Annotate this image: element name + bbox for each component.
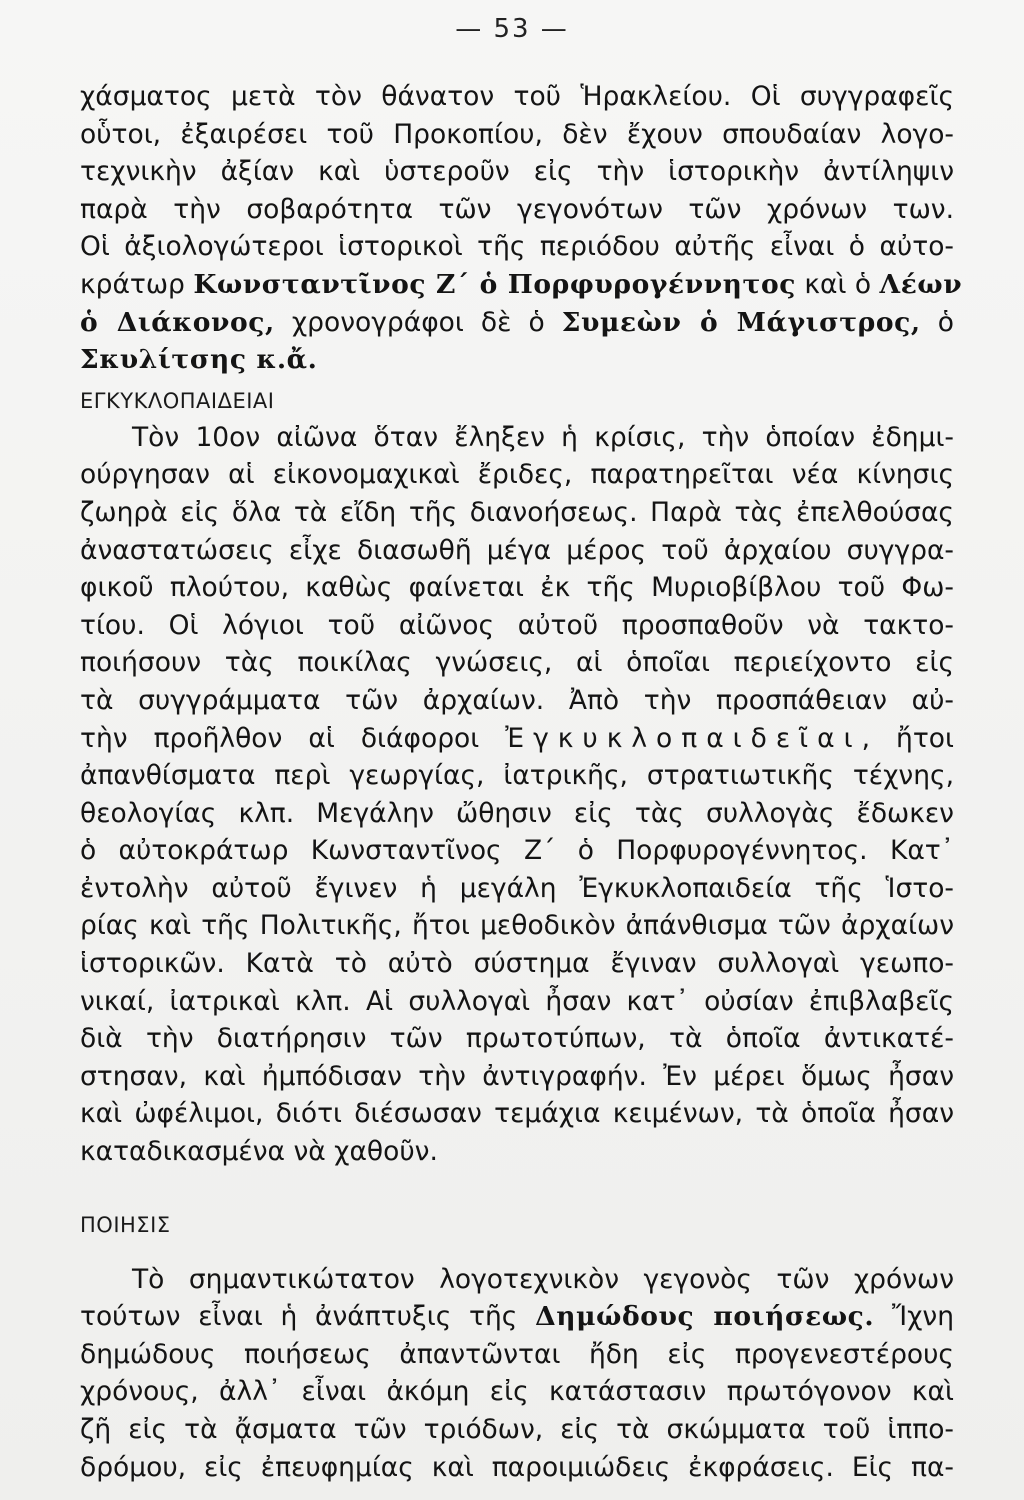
text-line: ἐντολὴν αὐτοῦ ἔγινεν ἡ μεγάλη Ἐγκυκλοπαιδεία τῆς Ἱστο- (80, 872, 954, 904)
text-line: ἀπανθίσματα περὶ γεωργίας, ἰατρικῆς, στρατιωτικῆς τέχνης, (80, 760, 954, 792)
text-line: δρόμου, εἰς ἐπευφημίας καὶ παροιμιώδεις ἐκφράσεις. Εἰς πα- (80, 1451, 954, 1483)
text-line: δημώδους ποιήσεως ἀπαντῶνται ἤδη εἰς προγενεστέρους (80, 1338, 954, 1370)
text-line: χάσματος μετὰ τὸν θάνατον τοῦ Ἡρακλείου. Οἱ συγγραφεῖς (80, 81, 954, 112)
text-line: ζωηρὰ εἰς ὅλα τὰ εἴδη τῆς διανοήσεως. Παρὰ τὰς ἐπελθούσας (80, 496, 954, 528)
bold-name: ὁ Διάκονος, (80, 306, 275, 338)
text-line: τὰ συγγράμματα τῶν ἀρχαίων. Ἀπὸ τὴν προσπάθειαν αὐ- (80, 684, 954, 716)
text-line: Τὸν 10ον αἰῶνα ὅταν ἔληξεν ἡ κρίσις, τὴν ὁποίαν ἐδημι- (132, 421, 954, 453)
section-heading-encyclopedias: ΕΓΚΥΚΛΟΠΑΙΔΕΙΑΙ (80, 388, 275, 413)
bold-name: Σκυλίτσης κ.ἄ. (80, 344, 318, 376)
spaced-term: Ἐγκυκλοπαιδεῖαι (505, 722, 862, 754)
bold-name: Λέων (879, 268, 963, 300)
text-line: ποιήσουν τὰς ποικίλας γνώσεις, αἱ ὁποῖαι περιείχοντο εἰς (80, 647, 954, 679)
text-line: ἱστορικῶν. Κατὰ τὸ αὐτὸ σύστημα ἔγιναν συλλογαὶ γεωπο- (80, 948, 954, 980)
bold-term: Δημώδους ποιήσεως. (535, 1301, 875, 1333)
text-line: ζῆ εἰς τὰ ᾄσματα τῶν τριόδων, εἰς τὰ σκώμματα τοῦ ἱππο- (80, 1414, 954, 1445)
text-line: παρὰ τὴν σοβαρότητα τῶν γεγονότων τῶν χρόνων των. (80, 193, 954, 225)
text-line: διὰ τὴν διατήρησιν τῶν πρωτοτύπων, τὰ ὁποῖα ἀντικατέ- (80, 1023, 954, 1055)
page-body (80, 78, 963, 1486)
text-line: τεχνικὴν ἀξίαν καὶ ὑστεροῦν εἰς τὴν ἱστορικὴν ἀντίληψιν (80, 156, 954, 188)
text-line: τίου. Οἱ λόγιοι τοῦ αἰῶνος αὐτοῦ προσπαθοῦν νὰ τακτο- (80, 609, 954, 641)
paragraph-poetry (80, 1261, 954, 1487)
text-line: Τὸ σημαντικώτατον λογοτεχνικὸν γεγονὸς τῶν χρόνων (132, 1263, 954, 1295)
section-heading-poetry: ΠΟΙΗΣΙΣ (80, 1212, 171, 1237)
text-line: χρόνους, ἀλλ᾿ εἶναι ἀκόμη εἰς κατάστασιν πρωτόγονον καὶ (80, 1376, 954, 1408)
text-line: στησαν, καὶ ἠμπόδισαν τὴν ἀντιγραφήν. Ἐν μέρει ὅμως ἦσαν (80, 1060, 954, 1092)
text-line: καταδικασμένα νὰ χαθοῦν. (80, 1136, 438, 1168)
page-number: — 53 — (455, 14, 569, 44)
bold-name: Κωνσταντῖνος Ζ΄ ὁ Πορφυρογέννητος (193, 268, 796, 300)
paragraph-encyclopedias (80, 419, 954, 1171)
text-line: ἀναστατώσεις εἶχε διασωθῆ μέγα μέρος τοῦ ἀρχαίου συγγρα- (80, 534, 954, 566)
text-line: τὴν προῆλθον αἱ διάφοροι Ἐγκυκλοπαιδεῖαι, ἤτοι (80, 722, 954, 754)
text-line: θεολογίας κλπ. Μεγάλην ὤθησιν εἰς τὰς συλλογὰς ἔδωκεν (80, 797, 954, 829)
text-line: ούργησαν αἱ εἰκονομαχικαὶ ἔριδες, παρατηρεῖται νέα κίνησις (80, 459, 954, 491)
text-line: ρίας καὶ τῆς Πολιτικῆς, ἤτοι μεθοδικὸν ἀπάνθισμα τῶν ἀρχαίων (80, 910, 954, 942)
text-line: κράτωρ Κωνσταντῖνος Ζ΄ ὁ Πορφυρογέννητος καὶ ὁ Λέων (80, 268, 963, 300)
text-line: καὶ ὠφέλιμοι, διότι διέσωσαν τεμάχια κειμένων, τὰ ὁποῖα ἦσαν (80, 1098, 954, 1130)
paragraph-historians (80, 78, 963, 379)
text-line: τούτων εἶναι ἡ ἀνάπτυξις τῆς Δημώδους ποιήσεως. Ἴχνη (80, 1301, 954, 1333)
text-line: ὁ Διάκονος, χρονογράφοι δὲ ὁ Συμεὼν ὁ Μάγιστρος, ὁ (80, 306, 954, 338)
text-line (80, 341, 954, 379)
text-line: Οἱ ἀξιολογώτεροι ἱστορικοὶ τῆς περιόδου αὐτῆς εἶναι ὁ αὐτο- (80, 231, 954, 263)
text-line: ὁ αὐτοκράτωρ Κωνσταντῖνος Ζ΄ ὁ Πορφυρογέννητος. Κατ᾿ (80, 835, 954, 867)
text-line: οὗτοι, ἐξαιρέσει τοῦ Προκοπίου, δὲν ἔχουν σπουδαίαν λογο- (80, 118, 954, 150)
text-line: νικαί, ἰατρικαὶ κλπ. Αἱ συλλογαὶ ἦσαν κατ᾿ οὐσίαν ἐπιβλαβεῖς (80, 985, 954, 1017)
bold-name: Συμεὼν ὁ Μάγιστρος, (561, 306, 921, 338)
text-line: φικοῦ πλούτου, καθὼς φαίνεται ἐκ τῆς Μυριοβίβλου τοῦ Φω- (80, 572, 954, 604)
